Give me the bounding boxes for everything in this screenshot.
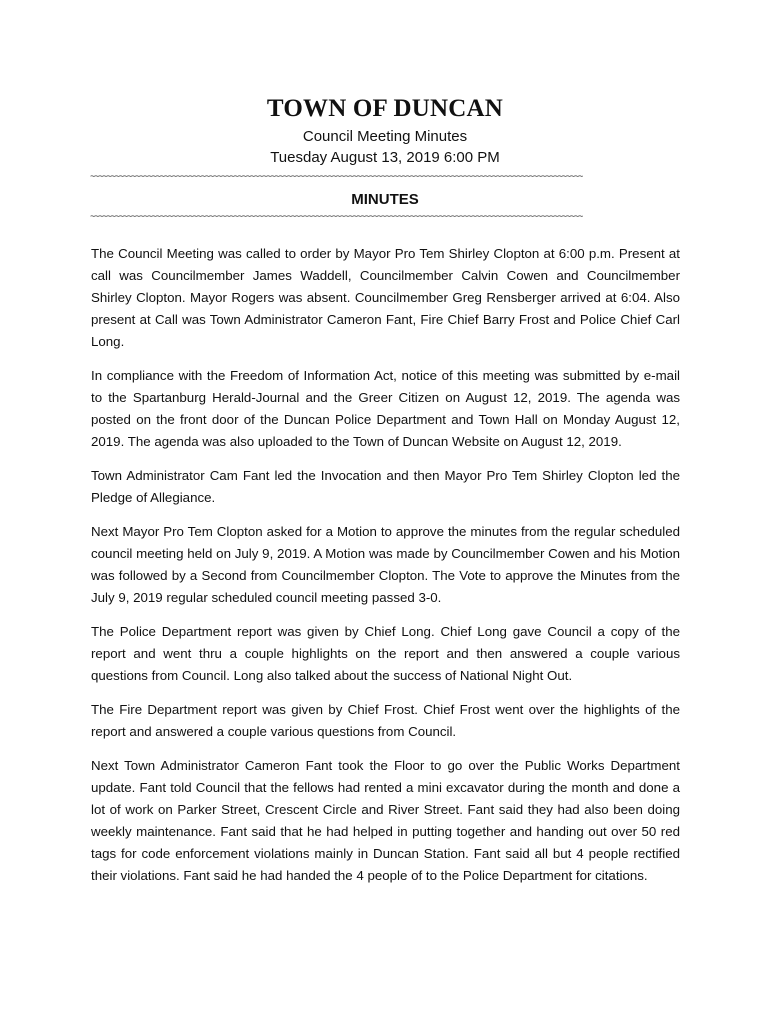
paragraph-call-to-order: The Council Meeting was called to order by Mayor Pro Tem Shirley Clopton at 6:00 p.m. Present at call was Councilmember James Waddell, Councilmember Calvin Cowen and Councilmember Shirley Clopton. Mayor Rogers was absent. Councilmember Greg Rensberger arrived at 6:04. Also present at Call was Town Administrator Cameron Fant, Fire Chief Barry Frost and Police Chief Carl Long.: [91, 246, 680, 349]
paragraph-fire-report: The Fire Department report was given by Chief Frost. Chief Frost went over the highlights of the report and answered a couple various questions from Council.: [91, 702, 680, 739]
document-header: [0, 94, 770, 168]
tilde-divider-bottom: ~~~~~~~~~~~~~~~~~~~~~~~~~~~~~~~~~~~~~~~~~~~~~~~~~~~~~~~~~~~~~~~~~~~~~~~~~~~~~~~~~~~~~~~~~~~~~~~~~~~~~~~~~~~~~~~~~~~~~~~~: [90, 212, 583, 222]
paragraph-police-report: The Police Department report was given by Chief Long. Chief Long gave Council a copy of the report and went thru a couple highlights on the report and then answered a couple various questions from Council. Long also talked about the success of National Night Out.: [91, 624, 680, 683]
paragraph-minutes-approval: Next Mayor Pro Tem Clopton asked for a Motion to approve the minutes from the regular scheduled council meeting held on July 9, 2019. A Motion was made by Councilmember Cowen and his Motion was followed by a Second from Councilmember Clopton. The Vote to approve the Minutes from the July 9, 2019 regular scheduled council meeting passed 3-0.: [91, 524, 680, 605]
document-title: TOWN OF DUNCAN: [266, 95, 504, 122]
section-heading: MINUTES: [351, 191, 419, 208]
paragraph-public-works: Next Town Administrator Cameron Fant took the Floor to go over the Public Works Department update. Fant told Council that the fellows had rented a mini excavator during the month and done a lot of work on Parker Street, Crescent Circle and River Street. Fant said they had also been doing weekly maintenance. Fant said that he had helped in putting together and handing out over 50 red tags for code enforcement violations mainly in Duncan Station. Fant said all but 4 people rectified their violations. Fant said he had handed the 4 people of to the Police Department for citations.: [91, 758, 680, 883]
tilde-divider-top: ~~~~~~~~~~~~~~~~~~~~~~~~~~~~~~~~~~~~~~~~~~~~~~~~~~~~~~~~~~~~~~~~~~~~~~~~~~~~~~~~~~~~~~~~~~~~~~~~~~~~~~~~~~~~~~~~~~~~~~~~: [90, 172, 583, 182]
document-subtitle: Council Meeting Minutes: [302, 128, 468, 145]
meeting-date: Tuesday August 13, 2019 6:00 PM: [270, 149, 500, 166]
minutes-body: [91, 243, 680, 899]
paragraph-invocation: Town Administrator Cam Fant led the Invocation and then Mayor Pro Tem Shirley Clopton led the Pledge of Allegiance.: [91, 468, 680, 505]
paragraph-foia-notice: In compliance with the Freedom of Information Act, notice of this meeting was submitted by e-mail to the Spartanburg Herald-Journal and the Greer Citizen on August 12, 2019. The agenda was posted on the front door of the Duncan Police Department and Town Hall on Monday August 12, 2019. The agenda was also uploaded to the Town of Duncan Website on August 12, 2019.: [91, 368, 680, 449]
